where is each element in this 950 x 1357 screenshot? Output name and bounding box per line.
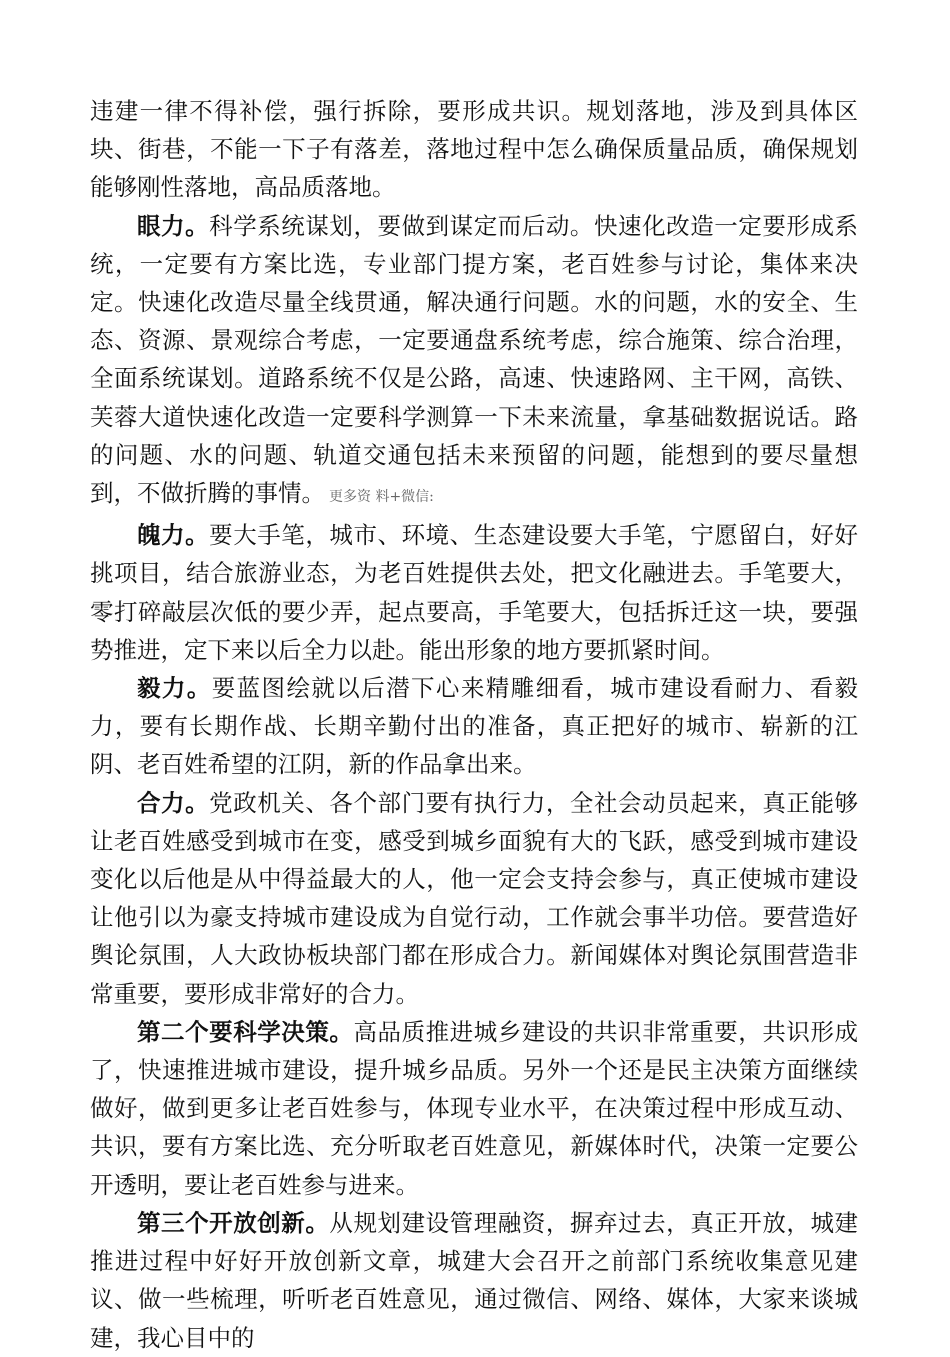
paragraph-open-innovation [90,1204,858,1357]
paragraph-heading: 第二个要科学决策。 [137,1017,354,1046]
paragraph-text: 要蓝图绘就以后潜下心来精雕细看，城市建设看耐力、看毅力，要有长期作战、长期辛勤付出的准备，真正把好的城市、崭新的江阴、老百姓希望的江阴，新的作品拿出来。 [90,674,859,779]
paragraph-continuation [90,92,858,207]
paragraph-perseverance [90,669,858,784]
paragraph-text: 从规划建设管理融资，摒弃过去，真正开放，城建推进过程中好好开放创新文章，城建大会召开之前部门系统收集意见建议、做一些梳理，听听老百姓意见，通过微信、网络、媒体，大家来谈城建，我心目中的 [90,1208,859,1352]
paragraph-heading: 合力。 [137,788,210,817]
paragraph-eyesight [90,207,858,517]
paragraph-text: 高品质推进城乡建设的共识非常重要，共识形成了，快速推进城市建设，提升城乡品质。另外一个还是民主决策方面继续做好，做到更多让老百姓参与，体现专业水平，在决策过程中形成互动、共识，要有方案比选、充分听取老百姓意见，新媒体时代，决策一定要公开透明，要让老百姓参与进来。 [90,1017,859,1199]
paragraph-heading: 魄力。 [137,521,210,550]
paragraph-text: 要大手笔，城市、环境、生态建设要大手笔，宁愿留白，好好挑项目，结合旅游业态，为老百姓提供去处，把文化融进去。手笔要大，零打碎敲层次低的要少弄，起点要高，手笔要大，包括拆迁这一块，要强势推进，定下来以后全力以赴。能出形象的地方要抓紧时间。 [90,521,859,664]
paragraph-scientific-decision [90,1013,858,1204]
paragraph-synergy [90,784,858,1013]
paragraph-text: 党政机关、各个部门要有执行力，全社会动员起来，真正能够让老百姓感受到城市在变，感受到城乡面貌有大的飞跃，感受到城市建设变化以后他是从中得益最大的人，他一定会支持会参与，真正使城市建设让他引以为豪支持城市建设成为自觉行动，工作就会事半功倍。要营造好舆论氛围，人大政协板块部门都在形成合力。新闻媒体对舆论氛围营造非常重要，要形成非常好的合力。 [90,788,859,1008]
paragraph-heading: 眼力。 [137,211,210,240]
paragraph-text: 违建一律不得补偿，强行拆除，要形成共识。规划落地，涉及到具体区块、街巷，不能一下子有落差，落地过程中怎么确保质量品质，确保规划能够刚性落地，高品质落地。 [90,97,858,202]
paragraph-heading: 毅力。 [137,674,212,703]
paragraph-heading: 第三个开放创新。 [137,1208,330,1237]
document-body [90,92,858,1357]
paragraph-boldness [90,516,858,669]
paragraph-text: 科学系统谋划，要做到谋定而后动。快速化改造一定要形成系统，一定要有方案比选，专业部门提方案，老百姓参与讨论，集体来决定。快速化改造尽量全线贯通，解决通行问题。水的问题，水的安全、生态、资源、景观综合考虑，一定要通盘系统考虑，综合施策、综合治理，全面系统谋划。道路系统不仅是公路，高速、快速路网、主干网，高铁、芙蓉大道快速化改造一定要科学测算一下未来流量，拿基础数据说话。路的问题、水的问题、轨道交通包括未来预留的问题，能想到的要尽量想到，不做折腾的事情。 [90,211,859,508]
watermark-note: 更多资 料+微信: [329,489,434,506]
